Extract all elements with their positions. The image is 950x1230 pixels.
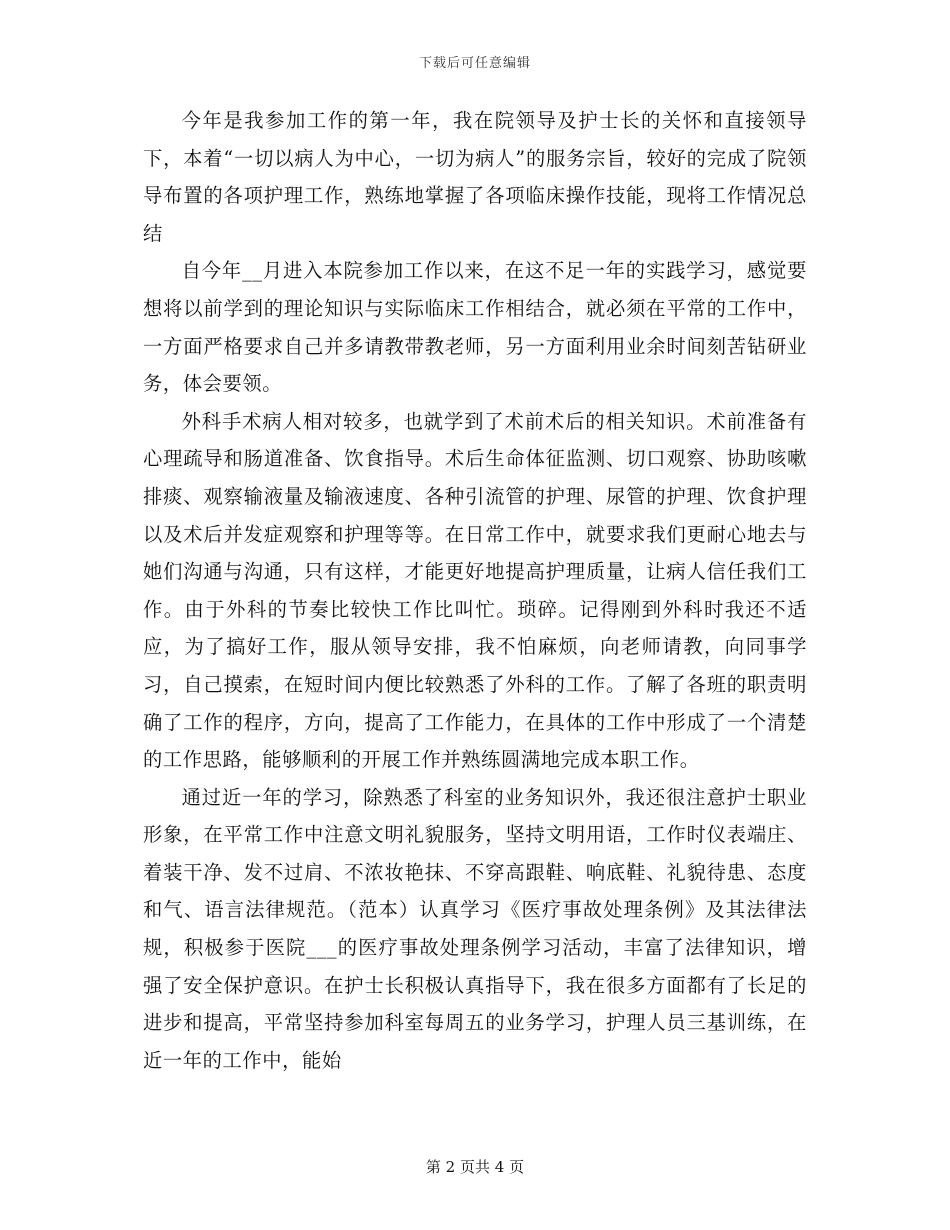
page-number: 第 2 页共 4 页 bbox=[425, 1158, 525, 1176]
paragraph-surgery: 外科手术病人相对较多，也就学到了术前术后的相关知识。术前准备有心理疏导和肠道准备、饮食指导。术后生命体征监测、切口观察、协助咳嗽排痰、观察输液量及输液速度、各种引流管的护理、尿管的护理、饮食护理以及术后并发症观察和护理等等。在日常工作中，就要求我们更耐心地去与她们沟通与沟通，只有这样，才能更好地提高护理质量，让病人信任我们工作。由于外科的节奏比较快工作比叫忙。琐碎。记得刚到外科时我还不适应，为了搞好工作，服从领导安排，我不怕麻烦，向老师请教，向同事学习，自己摸索，在短时间内便比较熟悉了外科的工作。了解了各班的职责明确了工作的程序，方向，提高了工作能力，在具体的工作中形成了一个清楚的工作思路，能够顺利的开展工作并熟练圆满地完成本职工作。 bbox=[143, 409, 807, 772]
document-body bbox=[143, 102, 807, 1079]
paragraph-professionalism: 通过近一年的学习，除熟悉了科室的业务知识外，我还很注意护士职业形象，在平常工作中注意文明礼貌服务，坚持文明用语，工作时仪表端庄、着装干净、发不过肩、不浓妆艳抹、不穿高跟鞋、响底鞋、礼貌待患、态度和气、语言法律规范。（范本）认真学习《医疗事故处理条例》及其法律法规，积极参于医院___的医疗事故处理条例学习活动，丰富了法律知识，增强了安全保护意识。在护士长积极认真指导下，我在很多方面都有了长足的进步和提高，平常坚持参加科室每周五的业务学习，护理人员三基训练，在近一年的工作中，能始 bbox=[143, 785, 807, 1072]
paragraph-intro: 今年是我参加工作的第一年，我在院领导及护士长的关怀和直接领导下，本着“一切以病人为中心，一切为病人”的服务宗旨，较好的完成了院领导布置的各项护理工作，熟练地掌握了各项临床操作技能，现将工作情况总结 bbox=[143, 109, 807, 245]
page-header: 下载后可任意编辑 bbox=[418, 56, 531, 71]
paragraph-study: 自今年__月进入本院参加工作以来，在这不足一年的实践学习，感觉要想将以前学到的理论知识与实际临床工作相结合，就必须在平常的工作中，一方面严格要求自己并多请教带教老师，另一方面利用业余时间刻苦钻研业务，体会要领。 bbox=[143, 259, 807, 396]
